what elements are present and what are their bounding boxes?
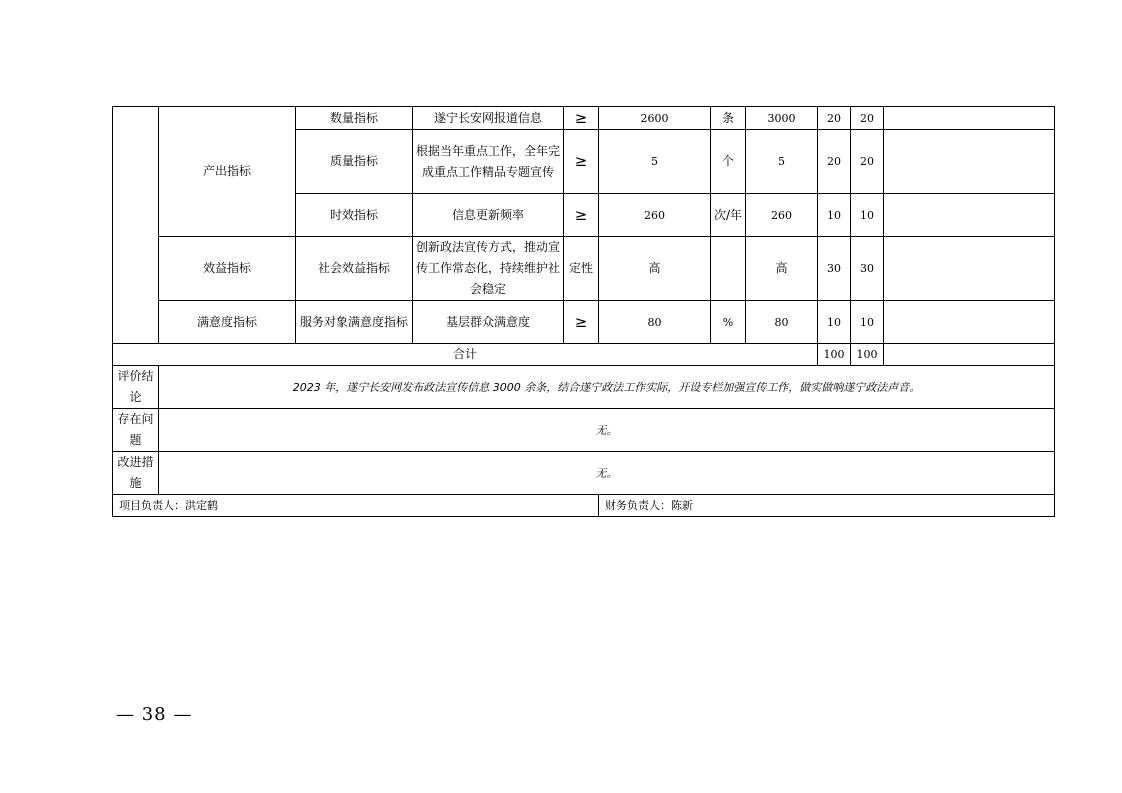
- remark-cell: [884, 237, 1055, 301]
- score: 20: [851, 130, 884, 194]
- remark-cell: [884, 301, 1055, 344]
- table-row: [113, 301, 1055, 344]
- score: 10: [851, 301, 884, 344]
- indicator-item: 创新政法宣传方式，推动宣传工作常态化，持续维护社会稳定: [413, 237, 564, 301]
- remark-cell: [884, 344, 1055, 366]
- problems-row: [113, 409, 1055, 452]
- score: 20: [851, 107, 884, 130]
- evaluation-text: 2023 年，遂宁长安网发布政法宣传信息 3000 余条，结合遂宁政法工作实际，开设专栏加强宣传工作，做实做响遂宁政法声音。: [159, 366, 1055, 409]
- target-value: 高: [599, 237, 711, 301]
- performance-table: [112, 106, 1055, 517]
- measures-row: [113, 452, 1055, 495]
- indicator-item: 基层群众满意度: [413, 301, 564, 344]
- weight: 10: [818, 194, 851, 237]
- remark-cell: [884, 107, 1055, 130]
- total-weight: 100: [818, 344, 851, 366]
- indicator-item: 遂宁长安网报道信息: [413, 107, 564, 130]
- category-benefit: 效益指标: [159, 237, 296, 301]
- weight: 30: [818, 237, 851, 301]
- weight: 10: [818, 301, 851, 344]
- indicator-item: 信息更新频率: [413, 194, 564, 237]
- indicator-name: 时效指标: [296, 194, 413, 237]
- evaluation-label: 评价结论: [113, 366, 159, 409]
- actual-value: 5: [746, 130, 818, 194]
- unit: %: [711, 301, 746, 344]
- operator: ≥: [564, 107, 599, 130]
- unit: [711, 237, 746, 301]
- level1-blank-cell: [113, 107, 159, 344]
- total-row: [113, 344, 1055, 366]
- indicator-name: 社会效益指标: [296, 237, 413, 301]
- weight: 20: [818, 107, 851, 130]
- evaluation-row: [113, 366, 1055, 409]
- actual-value: 80: [746, 301, 818, 344]
- page-number: — 38 —: [116, 704, 193, 725]
- indicator-name: 质量指标: [296, 130, 413, 194]
- remark-cell: [884, 194, 1055, 237]
- unit: 个: [711, 130, 746, 194]
- actual-value: 260: [746, 194, 818, 237]
- weight: 20: [818, 130, 851, 194]
- indicator-name: 数量指标: [296, 107, 413, 130]
- table-row: [113, 237, 1055, 301]
- measures-text: 无。: [159, 452, 1055, 495]
- actual-value: 3000: [746, 107, 818, 130]
- category-output: 产出指标: [159, 107, 296, 237]
- measures-label: 改进措施: [113, 452, 159, 495]
- actual-value: 高: [746, 237, 818, 301]
- target-value: 80: [599, 301, 711, 344]
- table-row: [113, 107, 1055, 130]
- target-value: 260: [599, 194, 711, 237]
- operator: ≥: [564, 194, 599, 237]
- unit: 次/年: [711, 194, 746, 237]
- target-value: 5: [599, 130, 711, 194]
- problems-label: 存在问题: [113, 409, 159, 452]
- score: 10: [851, 194, 884, 237]
- operator: 定性: [564, 237, 599, 301]
- finance-lead: 财务负责人：陈新: [599, 495, 1055, 517]
- remark-cell: [884, 130, 1055, 194]
- total-score: 100: [851, 344, 884, 366]
- problems-text: 无。: [159, 409, 1055, 452]
- indicator-item: 根据当年重点工作，全年完成重点工作精品专题宣传: [413, 130, 564, 194]
- project-lead: 项目负责人：洪定鹤: [113, 495, 599, 517]
- score: 30: [851, 237, 884, 301]
- category-satisfaction: 满意度指标: [159, 301, 296, 344]
- operator: ≥: [564, 130, 599, 194]
- signature-row: [113, 495, 1055, 517]
- unit: 条: [711, 107, 746, 130]
- target-value: 2600: [599, 107, 711, 130]
- total-label: 合计: [113, 344, 818, 366]
- indicator-name: 服务对象满意度指标: [296, 301, 413, 344]
- operator: ≥: [564, 301, 599, 344]
